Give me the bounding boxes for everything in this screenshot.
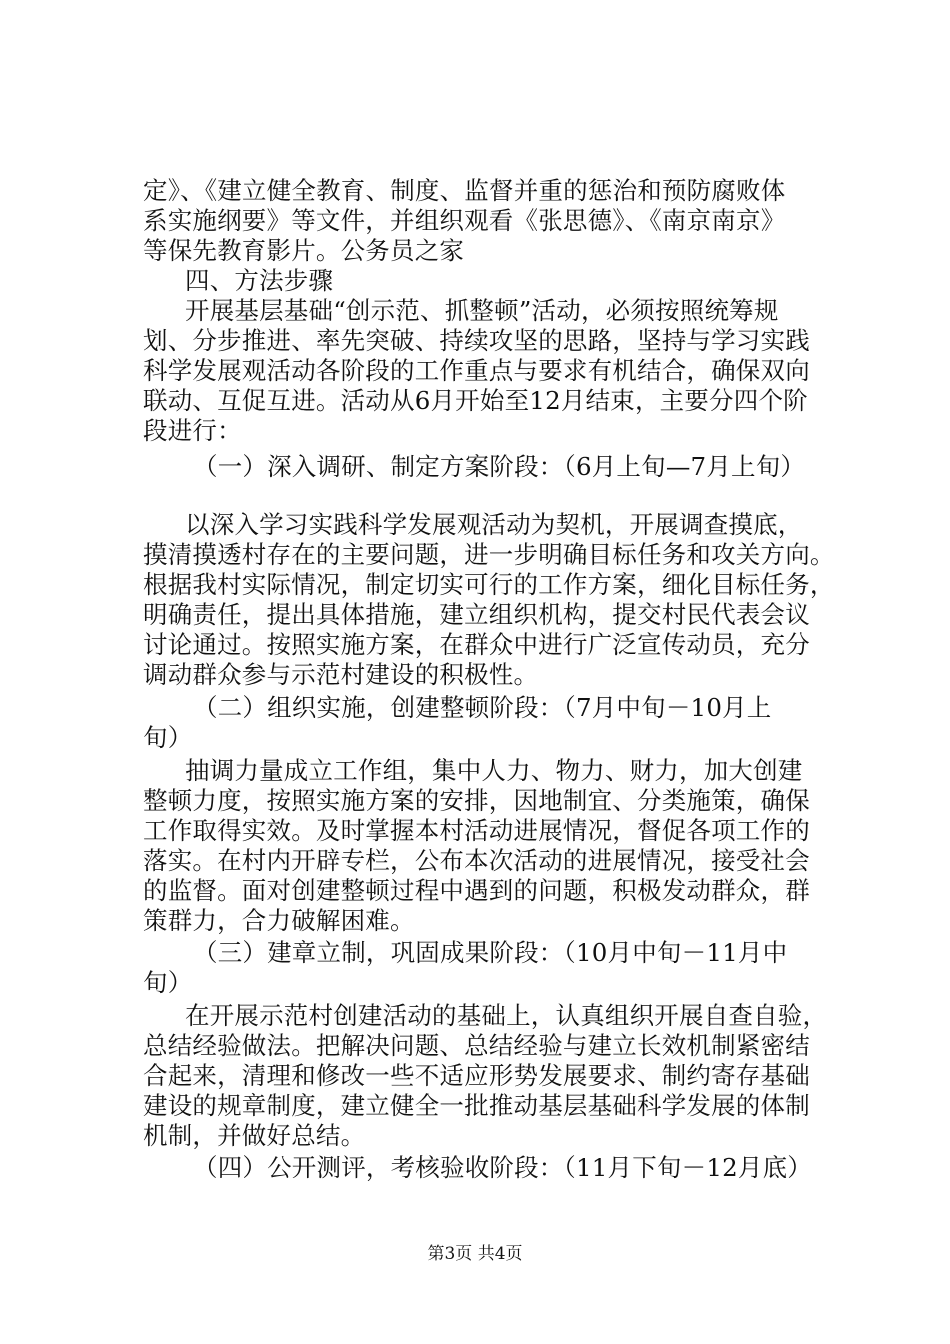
body-text-line: 的监督。面对创建整顿过程中遇到的问题，积极发动群众，群 <box>143 876 810 905</box>
body-text-line: 抽调力量成立工作组，集中人力、物力、财力，加大创建 <box>185 756 803 785</box>
body-text-line: 科学发展观活动各阶段的工作重点与要求有机结合，确保双向 <box>143 356 810 385</box>
stage-heading-continued: 旬） <box>143 723 193 752</box>
body-text-line: 系实施纲要》等文件，并组织观看《张思德》、《南京南京》 <box>143 206 786 235</box>
body-text-line: 策群力，合力破解困难。 <box>143 906 415 935</box>
body-text-line: 联动、互促互进。活动从6月开始至12月结束，主要分四个阶 <box>143 386 808 415</box>
body-text-line: 明确责任，提出具体措施，建立组织机构，提交村民代表会议 <box>143 600 810 629</box>
body-text-line: 根据我村实际情况，制定切实可行的工作方案，细化目标任务， <box>143 570 835 599</box>
section-heading: 四、方法步骤 <box>185 266 334 295</box>
stage-heading: （二）组织实施，创建整顿阶段：（7月中旬－10月上 <box>193 693 772 722</box>
stage-heading-continued: 旬） <box>143 968 193 997</box>
body-text-line: 段进行： <box>143 416 242 445</box>
body-text-line: 调动群众参与示范村建设的积极性。 <box>143 660 539 689</box>
body-text-line: 以深入学习实践科学发展观活动为契机，开展调查摸底， <box>185 510 803 539</box>
body-text-line: 整顿力度，按照实施方案的安排，因地制宜、分类施策，确保 <box>143 786 810 815</box>
body-text-line: 建设的规章制度，建立健全一批推动基层基础科学发展的体制 <box>143 1091 810 1120</box>
body-text-line: 讨论通过。按照实施方案，在群众中进行广泛宣传动员，充分 <box>143 630 810 659</box>
body-text-line: 开展基层基础“创示范、抓整顿”活动，必须按照统筹规 <box>185 296 779 325</box>
body-text-line: 总结经验做法。把解决问题、总结经验与建立长效机制紧密结 <box>143 1031 810 1060</box>
body-text-line: 定》、《建立健全教育、制度、监督并重的惩治和预防腐败体 <box>143 176 786 205</box>
stage-heading: （四）公开测评，考核验收阶段：（11月下旬－12月底） <box>193 1153 812 1182</box>
body-text-line: 落实。在村内开辟专栏，公布本次活动的进展情况，接受社会 <box>143 846 810 875</box>
body-text-line: 摸清摸透村存在的主要问题，进一步明确目标任务和攻关方向。 <box>143 540 835 569</box>
body-text-line: 工作取得实效。及时掌握本村活动进展情况，督促各项工作的 <box>143 816 810 845</box>
stage-heading: （一）深入调研、制定方案阶段：（6月上旬—7月上旬） <box>193 452 806 481</box>
body-text-line: 在开展示范村创建活动的基础上，认真组织开展自查自验， <box>185 1001 828 1030</box>
body-text-line: 机制，并做好总结。 <box>143 1121 366 1150</box>
body-text-line: 划、分步推进、率先突破、持续攻坚的思路，坚持与学习实践 <box>143 326 810 355</box>
page-number-footer: 第3页 共4页 <box>427 1244 523 1264</box>
stage-heading: （三）建章立制，巩固成果阶段：（10月中旬－11月中 <box>193 938 788 967</box>
body-text-line: 等保先教育影片。公务员之家 <box>143 236 465 265</box>
body-text-line: 合起来，清理和修改一些不适应形势发展要求、制约寄存基础 <box>143 1061 810 1090</box>
